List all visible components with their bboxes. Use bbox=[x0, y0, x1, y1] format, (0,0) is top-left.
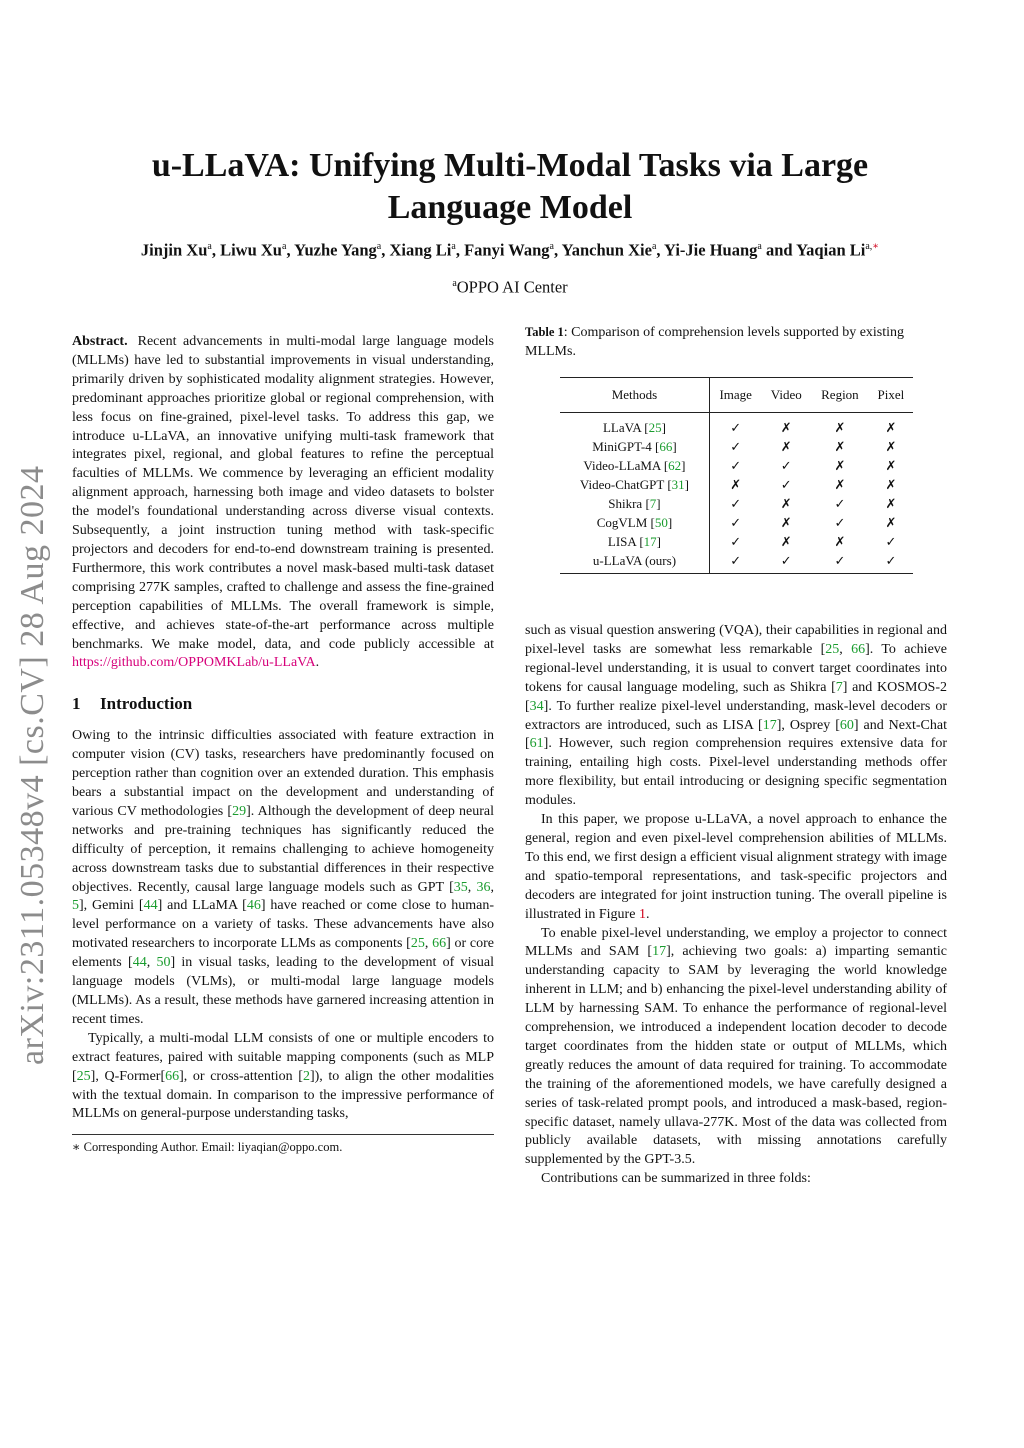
text-run: ], Q-Former[ bbox=[90, 1068, 166, 1084]
intro-paragraph-1 bbox=[72, 727, 494, 1030]
table-row bbox=[560, 475, 913, 494]
author-affil-sup: a bbox=[451, 241, 456, 252]
method-name: CogVLM bbox=[596, 515, 648, 530]
citation-link[interactable]: 29 bbox=[232, 803, 247, 819]
citation-link[interactable]: 60 bbox=[839, 717, 854, 733]
citation-link[interactable]: 17 bbox=[652, 944, 667, 960]
section-title: Introduction bbox=[100, 694, 193, 714]
cross-mark: ✗ bbox=[780, 420, 792, 435]
text-run: Owing to the intrinsic difficulties associated with feature extraction in computer vision (CV) tasks, researchers have predominantly focused on perception rather than cognition over an extended duration. This emphasis bears a substantial impact on the development and understanding of various CV methodologies [ bbox=[72, 728, 494, 819]
author-name: Yuzhe Yang bbox=[294, 240, 377, 260]
citation-link[interactable]: 50 bbox=[156, 955, 171, 971]
method-name: LLaVA bbox=[602, 420, 641, 435]
text-run: ] and KOSMOS-2 [ bbox=[525, 679, 947, 714]
citation-link[interactable]: 44 bbox=[132, 955, 147, 971]
method-cell: LLaVA [25] bbox=[560, 413, 709, 438]
text-run: , bbox=[424, 936, 433, 952]
right-paragraph-1 bbox=[525, 622, 947, 811]
affiliation-sup: a bbox=[452, 278, 457, 289]
table-row bbox=[560, 456, 913, 475]
check-mark: ✓ bbox=[730, 534, 742, 549]
text-run: Typically, a multi-modal LLM consists of one or multiple encoders to extract features, paired with suitable mapping components (such as MLP [ bbox=[72, 1030, 494, 1084]
citation-link[interactable]: 31 bbox=[671, 477, 685, 492]
check-mark: ✓ bbox=[885, 534, 897, 549]
citation-link[interactable]: 25 bbox=[410, 936, 425, 952]
method-cell: CogVLM [50] bbox=[560, 513, 709, 532]
method-name: u-LLaVA (ours) bbox=[592, 553, 677, 568]
table-header-row bbox=[560, 378, 913, 413]
corresponding-star: ∗ bbox=[872, 241, 880, 252]
right-paragraph-4: Contributions can be summarized in three folds: bbox=[541, 1171, 811, 1187]
text-run: ], Gemini [ bbox=[79, 898, 144, 914]
check-mark: ✓ bbox=[730, 458, 742, 473]
text-run: ]), to align the other modalities with the textual domain. In comparison to the impressive performance of MLLMs on general-purpose understanding tasks, bbox=[72, 1068, 494, 1122]
check-mark: ✓ bbox=[730, 515, 742, 530]
cross-mark: ✗ bbox=[834, 420, 846, 435]
section-number: 1 bbox=[72, 694, 81, 714]
abstract-text: Recent advancements in multi-modal large language models (MLLMs) have led to substantial improvements in visual understanding, primarily driven by sophisticated modality alignment strategies. However, predominant approaches prioritize global or regional comprehension, with less focus on fine-grained, pixel-level tasks. To address this gap, we introduce u-LLaVA, an innovative unifying multi-task framework that integrates pixel, regional, and global features to refine the perceptual faculties of MLLMs. We commence by leveraging an efficient modality alignment approach, harnessing both image and video datasets to bolster the model's foundational understanding across diverse visual contexts. Subsequently, a joint instruction tuning method with task-specific projectors and decoders for end-to-end downstream training is presented. Furthermore, this work contributes a novel mask-based multi-task dataset comprising 277K samples, crafted to challenge and assess the fine-grained perception capabilities of MLLMs. The overall framework is simple, effective, and achieves state-of-the-art performance across multiple benchmarks. We make model, data, and code publicly accessible at bbox=[72, 334, 494, 652]
intro-paragraph-2 bbox=[72, 1030, 494, 1125]
author-name: Xiang Li bbox=[389, 240, 452, 260]
citation-link[interactable]: 5 bbox=[72, 898, 79, 914]
text-run: ]. Although the development of deep neural networks and pre-training techniques has significantly reduced the difficulty of perception, it remains challenging to achieve homogeneity across downstream tasks due to substantial differences in their respective objectives. Recently, causal large language models such as GPT [ bbox=[72, 803, 495, 895]
author-affil-sup: a bbox=[281, 241, 287, 252]
text-run: ]. To achieve regional-level understanding, it is usual to convert target coordinates into tokens for causal language modeling, such as Shikra [ bbox=[525, 641, 948, 695]
text-run: ] or core elements [ bbox=[72, 936, 495, 971]
text-run: ] and Next-Chat [ bbox=[525, 717, 947, 752]
table-header-video: Video bbox=[761, 378, 811, 413]
section-heading-introduction bbox=[72, 693, 494, 715]
text-run: ] have reached or come close to human-level performance on a variety of tasks. These advancements have also motivated researchers to incorporate LLMs as components [ bbox=[72, 898, 494, 952]
table-row bbox=[560, 532, 913, 551]
author-name: Yaqian Li bbox=[796, 240, 866, 260]
author-name: Yanchun Xie bbox=[561, 240, 652, 260]
right-paragraph-3 bbox=[525, 925, 947, 1171]
citation-link[interactable]: 36 bbox=[476, 879, 491, 895]
method-cell: LISA [17] bbox=[560, 532, 709, 551]
table-caption bbox=[525, 323, 947, 362]
abstract-end: . bbox=[315, 655, 320, 671]
cross-mark: ✗ bbox=[780, 534, 792, 549]
table-header-region: Region bbox=[811, 378, 869, 413]
method-cell: Video-LLaMA [62] bbox=[560, 456, 709, 475]
table-header-methods: Methods bbox=[560, 378, 709, 413]
paper-title: u-LLaVA: Unifying Multi-Modal Tasks via Large Language Model bbox=[151, 147, 869, 226]
citation-link[interactable]: 2 bbox=[302, 1068, 310, 1084]
text-run: ] and LLaMA [ bbox=[157, 898, 247, 914]
cross-mark: ✗ bbox=[730, 477, 742, 492]
text-run: ]. However, such region comprehension requires extensive data for training, entailing high costs. Pixel-level understanding methods offer more flexibility, but entail introducing or designing specific segmentation modules. bbox=[525, 736, 947, 809]
method-cell bbox=[560, 551, 709, 574]
footnote: ∗ Corresponding Author. Email: liyaqian@oppo.com. bbox=[72, 1140, 343, 1155]
arxiv-side-stamp: arXiv:2311.05348v4 [cs.CV] 28 Aug 2024 bbox=[14, 465, 51, 1065]
citation-link[interactable]: 66 bbox=[659, 439, 673, 454]
citation-link[interactable]: 34 bbox=[529, 698, 544, 714]
cross-mark: ✗ bbox=[834, 439, 846, 454]
citation-link[interactable]: 17 bbox=[643, 534, 657, 549]
author-affil-sup: a bbox=[757, 241, 762, 252]
citation-link[interactable]: 25 bbox=[648, 420, 662, 435]
author-list: Jinjin Xu$^a$, Liwu Xu$^a$, Yuzhe Yang$^a$, Xiang Li$^a$, Fanyi Wang$^a$, Yanchun Xie$^a$, Yi-Jie Huang$^a$ and Yaqian $Li^{a,∗}$ bbox=[140, 240, 880, 260]
citation-link[interactable]: 50 bbox=[654, 515, 668, 530]
table-header-pixel: Pixel bbox=[869, 378, 913, 413]
text-run: To enable pixel-level understanding, we employ a projector to connect MLLMs and SAM [ bbox=[525, 925, 947, 960]
text-run: such as visual question answering (VQA), their capabilities in regional and pixel-level tasks are somewhat less remarkable [ bbox=[525, 623, 947, 657]
text-run: In this paper, we propose u-LLaVA, a novel approach to enhance the general, region and even pixel-level comprehension abilities of MLLMs. To this end, we first design a efficient visual alignment strategy with image and spatio-temporal representations, and task-specific projectors and decoders are integrated for joint instruction tuning. The overall pipeline is illustrated in Figure bbox=[525, 812, 947, 922]
citation-link[interactable]: 66 bbox=[165, 1068, 180, 1084]
citation-link[interactable]: 66 bbox=[851, 641, 866, 657]
citation-link[interactable]: 7 bbox=[835, 679, 843, 695]
left-column bbox=[72, 333, 494, 1155]
table-row bbox=[560, 551, 913, 574]
author-name: Liwu Xu bbox=[220, 240, 282, 260]
comparison-table bbox=[560, 377, 913, 574]
cross-mark: ✗ bbox=[885, 496, 897, 511]
figure-ref-link[interactable]: 1 bbox=[638, 906, 646, 922]
check-mark: ✓ bbox=[834, 496, 846, 511]
text-run: , bbox=[490, 879, 495, 895]
abstract bbox=[72, 333, 494, 673]
cross-mark: ✗ bbox=[885, 439, 897, 454]
right-paragraph-2 bbox=[525, 811, 947, 924]
text-run: ], achieving two goals: a) imparting semantic understanding capacity to SAM by leveraging the world knowledge inherent in LLM; and b) enhancing the pixel-level understanding ability of LLM by harnessing SAM. To enhance the performance of regional-level comprehension, we introduced a independent location decoder to decode target coordinates from the hidden state or output of MLLMs, which greatly reduces the amount of data required for training. To accommodate the training of the aforementioned models, we have carefully designed a series of task-related prompt pools, and introduced a mask-based, region-specific dataset, namely ullava-277K. Most of the data was collected from publicly available datasets, with missing annotations carefully supplemented by the GPT-3.5. bbox=[525, 944, 948, 1168]
check-mark: ✓ bbox=[709, 551, 761, 574]
check-mark: ✓ bbox=[811, 551, 869, 574]
cross-mark: ✗ bbox=[834, 458, 846, 473]
method-name: Video-LLaMA bbox=[583, 458, 661, 473]
author-name: Jinjin Xu bbox=[140, 240, 208, 260]
cross-mark: ✗ bbox=[885, 515, 897, 530]
check-mark: ✓ bbox=[730, 496, 742, 511]
cross-mark: ✗ bbox=[780, 515, 792, 530]
author-affil-sup: a bbox=[376, 241, 382, 252]
check-mark: ✓ bbox=[780, 477, 792, 492]
method-cell: Shikra [7] bbox=[560, 494, 709, 513]
text-run: , bbox=[146, 955, 157, 971]
footnote-divider bbox=[72, 1134, 494, 1135]
citation-link[interactable]: 62 bbox=[668, 458, 682, 473]
text-run: . bbox=[645, 906, 650, 922]
github-link[interactable]: https://github.com/OPPOMKLab/u-LLaVA bbox=[72, 655, 316, 671]
check-mark: ✓ bbox=[730, 420, 742, 435]
text-run: ], or cross-attention [ bbox=[179, 1068, 303, 1084]
text-run: , bbox=[839, 641, 852, 657]
check-mark: ✓ bbox=[761, 551, 811, 574]
author-name: Yi-Jie Huang bbox=[664, 240, 758, 260]
method-name: MiniGPT-4 bbox=[592, 439, 652, 454]
table-row bbox=[560, 413, 913, 438]
cross-mark: ✗ bbox=[780, 439, 792, 454]
method-name: LISA bbox=[607, 534, 637, 549]
method-name: Video-ChatGPT bbox=[579, 477, 665, 492]
cross-mark: ✗ bbox=[780, 496, 792, 511]
author-name: Fanyi Wang bbox=[464, 240, 550, 260]
affiliation-name: OPPO AI Center bbox=[456, 277, 568, 297]
citation-link[interactable]: 25 bbox=[825, 641, 840, 657]
citation-link[interactable]: 61 bbox=[529, 736, 544, 752]
affiliation bbox=[60, 273, 960, 299]
method-name: Shikra bbox=[608, 496, 643, 511]
abstract-label: Abstract. bbox=[72, 334, 128, 349]
method-cell: MiniGPT-4 [66] bbox=[560, 437, 709, 456]
cross-mark: ✗ bbox=[885, 458, 897, 473]
citation-link[interactable]: 66 bbox=[432, 936, 447, 952]
citation-link[interactable]: 25 bbox=[76, 1068, 91, 1084]
author-affil-sup: a bbox=[549, 241, 554, 252]
table-caption-text: : Comparison of comprehension levels supported by existing MLLMs. bbox=[525, 325, 905, 359]
citation-link[interactable]: 17 bbox=[762, 717, 777, 733]
table-row bbox=[560, 513, 913, 532]
table-row bbox=[560, 437, 913, 456]
citation-link[interactable]: 46 bbox=[246, 898, 261, 914]
citation-link[interactable]: 7 bbox=[649, 496, 657, 511]
table-row bbox=[560, 494, 913, 513]
right-column bbox=[525, 622, 947, 1189]
cross-mark: ✗ bbox=[885, 420, 897, 435]
text-run: ]. To further realize pixel-level understanding, mask-level decoders or extractors are introduced, such as LISA [ bbox=[525, 698, 947, 733]
table-header-image: Image bbox=[709, 378, 761, 413]
text-run: ], Osprey [ bbox=[776, 717, 840, 733]
check-mark: ✓ bbox=[834, 515, 846, 530]
citation-link[interactable]: 44 bbox=[143, 898, 158, 914]
citation-link[interactable]: 35 bbox=[453, 879, 468, 895]
author-affil-sup: a bbox=[651, 241, 657, 252]
cross-mark: ✗ bbox=[834, 534, 846, 549]
method-cell: Video-ChatGPT [31] bbox=[560, 475, 709, 494]
check-mark: ✓ bbox=[730, 439, 742, 454]
check-mark: ✓ bbox=[869, 551, 913, 574]
text-run: ] in visual tasks, leading to the development of visual language models (VLMs), or multi-modal large language models (MLLMs). As a result, these methods have garnered increasing attention in recent times. bbox=[72, 955, 495, 1027]
text-run: , bbox=[467, 879, 477, 895]
author-affil-sup: a bbox=[207, 241, 212, 252]
cross-mark: ✗ bbox=[885, 477, 897, 492]
table-body bbox=[560, 413, 913, 574]
check-mark: ✓ bbox=[780, 458, 792, 473]
cross-mark: ✗ bbox=[834, 477, 846, 492]
author-affil-sup: a,∗ bbox=[865, 241, 880, 252]
table-caption-label: Table 1 bbox=[525, 325, 564, 339]
